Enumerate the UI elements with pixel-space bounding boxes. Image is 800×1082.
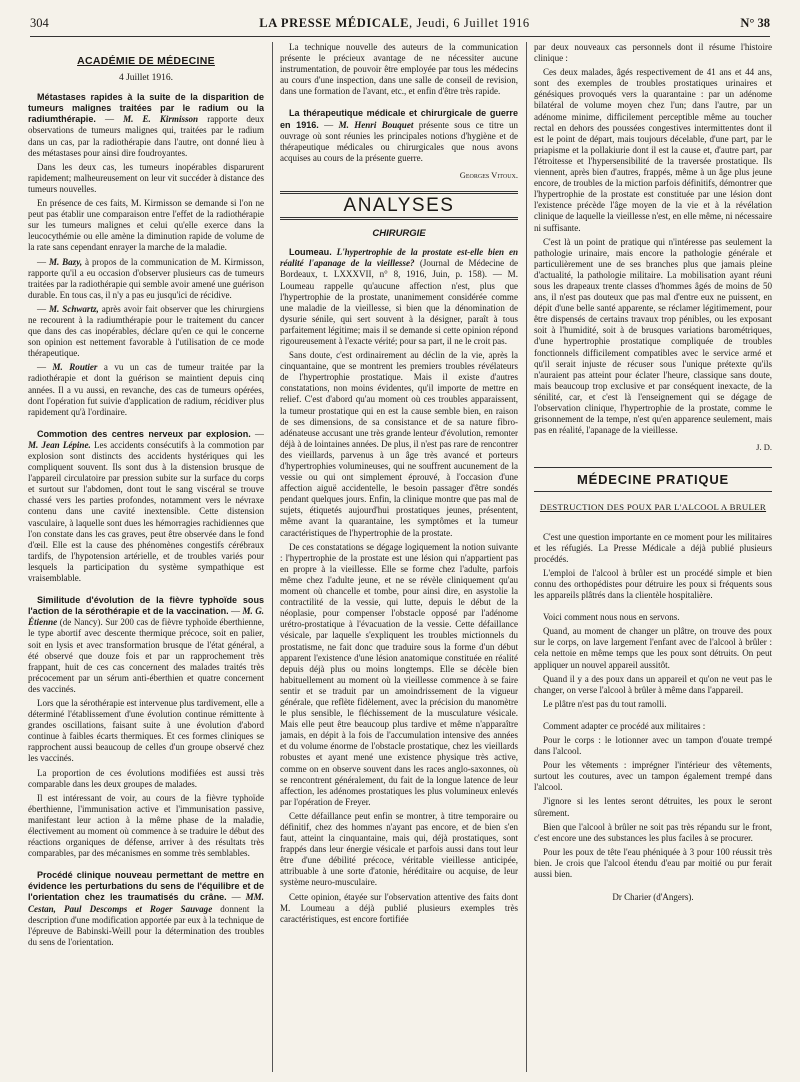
item-text: donnent la description d'une modification apportée par eux à la technique de l'épreuve de Babinski-Weill pour la détermination des troubles du sens de l'orientation. — [28, 903, 264, 947]
item-text: a vu un cas de tumeur traitée par la radiothérapie et dont la guérison se maintient depuis cinq années. Il a vu aussi, en revanche, des cas de tumeurs opérées, dont l'opération fut suivie d'application de radium, récidiver plus rapidement qu'à l'ordinaire. — [28, 362, 264, 417]
column-divider — [272, 42, 273, 1072]
paragraph: Ces deux malades, âgés respectivement de 41 ans et 44 ans, sont des exemples de troubles prostatiques urinaires et génésiques provoqués vers la quarantaine : par un adénome bilatéral de volume moyen chez l'un; dans l'autre, par un adénome minime, difficilement perceptible même au toucher rectal en dehors des poussées congestives intermittentes dont il est le point de départ, mais toujours décelable, d'une part, par le priapisme et la pollakiurie dont il est la cause et, d'autre part, par l'étroitesse et l'hypersensibilité de la traversée prostatique. Ils viennent, après bien d'autres, frappés, même à un âge plus jeune encore, de troubles de la miction parfois définitifs, démontrer que l'hypertrophie de la prostate est constituée par une lésion dont l'existence précède l'âge moyen de la vie et à la révélation clinique de laquelle la vieillesse n'est, en elle même, ni nécessaire ni suffisante. — [534, 67, 772, 233]
paragraph: Pour les vêtements : imprégner l'intérieur des vêtements, surtout les coutures, avec un tampon également trempé dans l'alcool. — [534, 760, 772, 793]
analysis-text: (Journal de Médecine de Bordeaux, t. LXXXVII, n° 8, 1916, Juin, p. 158). — M. Loumeau rappelle qu'aucune affection n'est, plus que l'hypertrophie de la prostate, unanimement considérée comme une maladie de la vieillesse, si bien que la dénomination de dysurie sénile, qui sert souvent à la désigner, paraît à tous parfaitement légitime; mais il se demande si cette opinion répond rigoureusement à l'exacte vérité; pour sa part, il ne le croit pas. — [280, 258, 518, 346]
item-text: (de Nancy). Sur 200 cas de fièvre typhoïde éberthienne, le type abortif avec descente thermique précoce, soit en palier, soit en lysis et avec transformation brusque de l'état général, a été observé que douze fois et par un rapprochement très frappant, huit de ces cas concernent des malades traités très précocement par un sérum anti-éberthien et quatre concernent des vaccinés. — [28, 617, 264, 694]
paragraph: La technique nouvelle des auteurs de la communication présente le précieux avantage de ne nécessiter aucune instrumentation, de pouvoir être employée par tous les médecins au cours d'une inspection, dans une salle de conseil de revision, dans une formation de l'avant, etc., et enfin d'être très rapide. — [280, 42, 518, 97]
paragraph: — M. Schwartz, après avoir fait observer que les chirurgiens ne recourent à la radiumthérapie pour le traitement du cancer que dans des cas inopérables, déclare qu'en ce qui le concerne son opinion est nettement favorable à l'utilisation de ce mode thérapeutique. — [28, 303, 264, 359]
paragraph: C'est une question importante en ce moment pour les militaires et les réfugiés. La Presse Médicale a déjà publié plusieurs procédés. — [534, 531, 772, 564]
item-text: après avoir fait observer que les chirurgiens ne recourent à la radiumthérapie pour le traitement du cancer que dans des cas inopérables, déclare qu'en ce qui le concerne son opinion est nettement favorable à l'utilisation de ce mode thérapeutique. — [28, 303, 264, 359]
column-2 — [280, 42, 518, 1072]
item-heading: La thérapeutique médicale et chirurgicale de guerre en 1916. — [280, 108, 518, 130]
paragraph: par deux nouveaux cas personnels dont il résume l'histoire clinique : — [534, 42, 772, 64]
paragraph — [280, 247, 518, 347]
paragraph: J'ignore si les lentes seront détruites, les poux le seront sûrement. — [534, 796, 772, 818]
analysis-title: L'hypertrophie de la prostate est-elle bien en réalité l'apanage de la vieillesse? — [280, 247, 518, 269]
item-author: M. Henri Bouquet — [338, 119, 414, 130]
analyses-title: ANALYSES — [280, 191, 518, 220]
item-heading: Procédé clinique nouveau permettant de mettre en évidence les perturbations du sens de l'équilibre et de l'orientation chez les traumatisés du crâne. — [28, 870, 264, 903]
paragraph: Quand il y a des poux dans un appareil et qu'on ne veut pas le changer, on verse l'alcool à brûler à même dans l'appareil. — [534, 673, 772, 695]
item-author: M. Bazy, — [48, 256, 83, 267]
item-text: rapporte deux observations de tumeurs malignes qui, traitées par le radium dans un cas, par la radiothérapie dans l'autre, ont donné lieu à des métastases pour ainsi dire foudroyantes. — [28, 114, 264, 158]
article-signature: J. D. — [756, 442, 772, 453]
column-1 — [28, 42, 264, 1072]
paragraph: Cette opinion, étayée sur l'observation attentive des faits dont M. Loumeau a déjà publié plusieurs exemples très caractéristiques, est encore fortifiée — [280, 891, 518, 924]
item-author: M. Routier — [52, 362, 98, 373]
paragraph: Voici comment nous nous en servons. — [543, 612, 680, 623]
paragraph: Lors que la sérothérapie est intervenue plus tardivement, elle a déterminé l'établissement d'une évolution continue rémittente à grandes oscillations, faisant suite à une évolution d'abord continue à faibles écarts thermiques. Et ces formes cliniques se rapprochent aussi beaucoup de celles d'un groupe observé chez les vaccinés. — [28, 697, 264, 764]
paragraph: Pour le corps : le lotionner avec un tampon d'ouate trempé dans l'alcool. — [534, 734, 772, 757]
page-header — [30, 16, 770, 37]
item-heading: Similitude d'évolution de la fièvre typhoïde sous l'action de la sérothérapie et de la vaccination. — [28, 595, 264, 617]
item-heading: Métastases rapides à la suite de la disparition de tumeurs malignes traitées par le radium ou la radiumthérapie. — [28, 92, 264, 125]
section-title: MÉDECINE PRATIQUE — [534, 467, 772, 492]
paragraph: La proportion de ces évolutions modifiées est aussi très comparable dans les deux groupes de malades. — [28, 767, 264, 789]
article-signature: Georges Vitoux. — [459, 169, 518, 180]
article-signature: Dr Charier (d'Angers). — [612, 892, 694, 903]
paragraph: L'emploi de l'alcool à brûler est un procédé simple et bien connu des orthopédistes pour détruire les poux si fréquents sous les appareils plâtrés dans la clientèle hospitalière. — [534, 567, 772, 601]
paragraph: Similitude d'évolution de la fièvre typhoïde sous l'action de la sérothérapie et de la vaccination. — M. G. Étienne (de Nancy). Sur 200 cas de fièvre typhoïde éberthienne, le type abortif avec descente thermique précoce, soit en palier, soit en lysis et avec transformation brusque de l'état général, a été observé que douze fois et par un rapprochement très frappant, huit de ces cas concernent des malades traités très précocement par un sérum anti-éberthien et quatre concernent des vaccinés. — [28, 595, 264, 694]
column-3 — [534, 42, 772, 1072]
paragraph: — M. Routier a vu un cas de tumeur traitée par la radiothérapie et dont la guérison se maintient depuis cinq années. Il a vu aussi, en revanche, des cas de tumeurs opérées, dont l'opération fut suivie d'application de radium, récidiver plus rapidement qu'à l'ordinaire. — [28, 362, 264, 417]
journal-title-line — [259, 16, 529, 31]
paragraph: Dans les deux cas, les tumeurs inopérables disparurent rapidement; malheureusement on leur vit succéder à distance des tumeurs nouvelles. — [28, 161, 264, 194]
item-text: présente sous ce titre un ouvrage où sont réunies les principales notions d'hygiène et de thérapeutique médicales ou chirurgicales que nous avons acquises au cours de la présente guerre. — [280, 119, 518, 163]
paragraph: De ces constatations se dégage logiquement la notion suivante : l'hypertrophie de la prostate est une lésion qui n'appartient pas en propre à la vieillesse. Elle se forme chez l'adulte, parfois même chez l'adulte jeune, et ne se révèle cliniquement qu'au moment où chancelle et tombe, pour ainsi dire, en asystolie la contractilité de la vessie, qui lutte, depuis le début de la néoplasie, pour compenser l'obstacle opposé par l'adénome urétro-prostatique à l'évacuation de la vessie. Cette défaillance vésicale, par laquelle s'expliquent les troubles mictionnels du prostatisme, ne fait donc que traduire sous la forme d'un début apparent l'existence d'une lésion anatomique constituée en réalité depuis déjà plus ou moins longtemps. Elle se décèle bien habituellement au moment où la vieillesse commence à se faire sentir et se traduit par un amoindrissement de la vigueur générale, que reflète fidèlement, avec la précision du manomètre le plus sensible, le fléchissement de la musculature vésicale. Mais elle peut être beaucoup plus tardive et même n'apparaître jamais, en dépit à la fois de l'accumulation intensive des années et du volume énorme de l'obstacle prostatique, chez les vieillards robustes et ayant mené une existence physique très active, comme on en observe souvent dans les races anglo-saxonnes, où se rencontrent généralement, du fait de la longue latence de leur affection, les adénomes prostatiques les plus volumineux enlevés par l'opération de Freyer. — [280, 541, 518, 807]
session-date: 4 Juillet 1916. — [118, 73, 174, 84]
item-author: M. G. Étienne — [28, 606, 264, 628]
paragraph: Bien que l'alcool à brûler ne soit pas très répandu sur le front, c'est encore une des substances les plus faciles à se procurer. — [534, 821, 772, 843]
paragraph: Sans doute, c'est ordinairement au déclin de la vie, après la cinquantaine, que se montrent les premiers troubles révélateurs de l'hypertrophie prostatique. Mais il existe d'autres constatations, non moins évidentes, qu'il importe de mettre en relief. C'est d'abord qu'au moment où ces troubles apparaissent, la tumeur prostatique qui en est la cause semble bien, en raison de ses dimensions, de sa consistance et de sa nature fibro-adénateuse accusant une très grande lenteur d'évolution, remonter déjà à de lointaines années. De plus, il n'est pas rare de rencontrer des vieillards, parvenus à un âge très avancé et porteurs d'hypertrophies volumineuses, qui ne souffrent aucunement de la vessie ou qui ont simplement éprouvé, à l'occasion d'une affection aiguë accidentelle, le besoin passager d'être sondés pendant quelques jours. Enfin, la clinique montre que pas mal de sujets, étiquetés aujourd'hui prostatiques jeunes, présentent, même avant la quarantaine, les symptômes et la tumeur caractéristiques de l'hypertrophie de la prostate. — [280, 350, 518, 538]
page-number: 304 — [30, 16, 49, 30]
analysis-author: Loumeau. — [289, 247, 332, 258]
item-author: M. E. Kirmisson — [123, 114, 199, 125]
paragraph: Pour les poux de tête l'eau phéniquée à 3 pour 100 réussit très bien. Je crois que l'alcool étendu d'eau par moitié ou pur ferait aussi bien. — [534, 846, 772, 879]
issue-date: , Jeudi, 6 Juillet 1916 — [409, 16, 530, 30]
journal-name: LA PRESSE MÉDICALE — [259, 16, 410, 30]
paragraph: Cette défaillance peut enfin se montrer, à titre temporaire ou définitif, chez des hommes n'ayant pas encore, et de bien s'en faut, atteint la cinquantaine, mais qui, déjà prostatiques, sont frappés dans leur énergie vésicale et parfois aussi dans tout leur être d'une débilité précoce, véritable vieillesse anticipée, attribuable à une sorte d'atonie, héréditaire ou acquise, de leur système neuro-musculaire. — [280, 810, 518, 888]
item-text: à propos de la communication de M. Kirmisson, rapporte qu'il a eu occasion d'observer plusieurs cas de tumeurs traitées par la radiothérapie qui semble avoir amené une guérison durable. En tous cas, il n'y a pas eu jusqu'ici de récidive. — [28, 256, 264, 300]
paragraph: Métastases rapides à la suite de la disparition de tumeurs malignes traitées par le radium ou la radiumthérapie. — M. E. Kirmisson rapporte deux observations de tumeurs malignes qui, traitées par le radium dans un cas, par la radiothérapie dans l'autre, ont donné lieu à des métastases pour ainsi dire foudroyantes. — [28, 92, 264, 158]
analyses-subtitle: CHIRURGIE — [372, 228, 426, 240]
paragraph: En présence de ces faits, M. Kirmisson se demande si l'on ne peut pas établir une comparaison entre l'effet de la radiothérapie sur les tumeurs malignes et celui qu'elle exerce dans la leucocythémie ou elle amène la diminution rapide de volume de la rate sans cependant enrayer la marche de la maladie. — [28, 198, 264, 253]
paragraph: Il est intéressant de voir, au cours de la fièvre typhoïde éberthienne, l'immunisation active et l'immunisation passive, manifestant leur action à la même phase de la maladie, électivement au moment où commence à se traduire le début des réactions organiques de défense, arriver à des résultats très comparables, par des mécanismes en somme très semblables. — [28, 792, 264, 859]
section-title: ACADÉMIE DE MÉDECINE — [77, 55, 215, 67]
item-author: M. Jean Lépine. — [28, 439, 91, 450]
paragraph: La thérapeutique médicale et chirurgicale de guerre en 1916. — M. Henri Bouquet présente sous ce titre un ouvrage où sont réunies les principales notions d'hygiène et de thérapeutique médicales ou chirurgicales que nous avons acquises au cours de la présente guerre. — [280, 108, 518, 163]
item-text: Les accidents consécutifs à la commotion par explosion sont distincts des accidents hystériques qui les compliquent souvent. Ils sont dus à la distension brusque de l'appareil circulatoire par pression subite sur la surface du corps et surtout sur l'abdomen, dont tout le sang viscéral se trouve chassé vers les parties profondes, notamment vers le névraxe contenu dans une cavité inextensible. Cette distension vasculaire, à laquelle sont dues les hémorragies rachidiennes que l'on constate dans les cas graves, peut être observée dans le fond d'œil. Elle est la cause des phénomènes congestifs cérébraux tardifs, de l'hypotension artérielle, et de troubles variés pour lesquels la participation du système sympathique est vraisemblable. — [28, 439, 264, 584]
article-title: DESTRUCTION DES POUX PAR L'ALCOOL A BRULER — [539, 502, 767, 513]
paragraph: — M. Bazy, à propos de la communication de M. Kirmisson, rapporte qu'il a eu occasion d'observer plusieurs cas de tumeurs traitées par la radiothérapie qui semble avoir amené une guérison durable. En tous cas, il n'y a pas eu jusqu'ici de récidive. — [28, 256, 264, 300]
issue-number: N° 38 — [740, 16, 770, 30]
paragraph: Commotion des centres nerveux par explosion. — M. Jean Lépine. Les accidents consécutifs à la commotion par explosion sont distincts des accidents hystériques qui les compliquent souvent. Ils sont dus à la distension brusque de l'appareil circulatoire par pression subite sur la surface du corps et surtout sur l'abdomen, dont tout le sang viscéral se trouve chassé vers les parties profondes, notamment vers le névraxe contenu dans une cavité inextensible. Cette distension vasculaire, à laquelle sont dues les hémorragies rachidiennes que l'on constate dans les cas graves, peut être observée dans le fond d'œil. Elle est la cause des phénomènes congestifs cérébraux tardifs, de l'hypotension artérielle, et de troubles variés pour lesquels la participation du système sympathique est vraisemblable. — [28, 428, 264, 584]
item-heading: Commotion des centres nerveux par explosion. — [37, 428, 251, 439]
paragraph: Procédé clinique nouveau permettant de mettre en évidence les perturbations du sens de l'équilibre et de l'orientation chez les traumatisés du crâne. — MM. Cestan, Paul Descomps et Roger Sauvage donnent la description d'une modification apportée par eux à la technique de l'épreuve de Babinski-Weill pour la détermination des troubles du sens de l'orientation. — [28, 870, 264, 947]
column-divider — [526, 42, 527, 1072]
paragraph: C'est là un point de pratique qui n'intéresse pas seulement la pathologie urinaire, mais encore la pathologie générale et particulièrement une de ses branches plus que jamais pleine d'actualité, la pathologie militaire. La mobilisation ayant réuni sous les drapeaux trente classes d'hommes âgés de moins de 50 ans, il n'est pas douteux que pas mal d'entre eux ne puissent, en dépit d'une belle santé apparente, se réclamer légitimement, pour être dispensés de certains travaux trop pénibles, ou les exposant soit à l'humidité, soit à de brusques variations barométriques, d'une hypertrophie prostatique compliquée de troubles fonctionnels difficilement compatibles avec le service armé et qu'il serait injuste de récuser sous l'unique prétexte qu'ils n'auraient pas atteint pour éclater l'heure, classique sans doute, mais beaucoup trop exclusive et par conséquent inexacte, de la sénilité, car, et c'est là l'enseignement qui se dégage de l'observation clinique, l'hypertrophie de la prostate, comme le grisonnement de la tempe, n'est qu'en apparence seulement, mais pas en réalité, l'apanage de la vieillesse. — [534, 236, 772, 436]
item-author: MM. Cestan, Paul Descomps et Roger Sauvage — [28, 892, 264, 914]
paragraph: Le plâtre n'est pas du tout ramolli. — [543, 698, 667, 709]
paragraph: Comment adapter ce procédé aux militaires : — [543, 720, 706, 731]
item-author: M. Schwartz, — [49, 303, 99, 314]
paragraph: Quand, au moment de changer un plâtre, on trouve des poux sur le corps, on lave largement l'enfant avec de l'alcool à brûler : cela nettoie en même temps que les poux sont détruits. On peut appliquer un nouvel appareil aussitôt. — [534, 626, 772, 670]
